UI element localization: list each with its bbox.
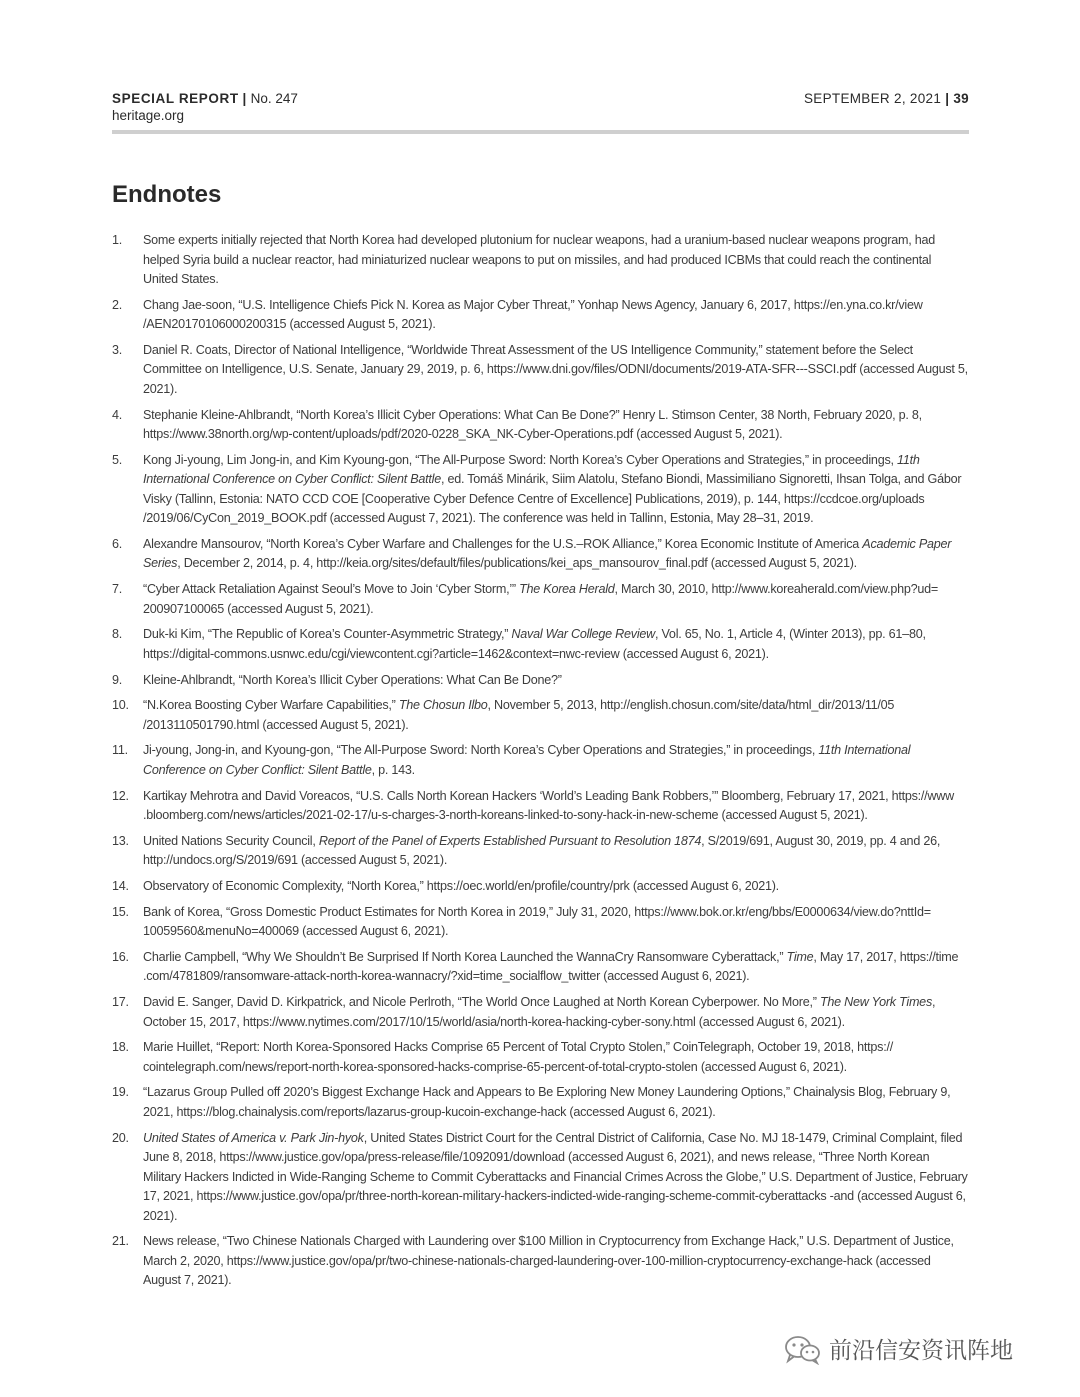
endnote-text-run: “Cyber Attack Retaliation Against Seoul’s Move to Join ‘Cyber Storm,’”: [143, 582, 520, 597]
endnote-italic-title: Naval War College Review: [511, 627, 655, 642]
endnote-item: [112, 741, 969, 780]
endnote-text: [143, 1129, 969, 1227]
endnote-text: [143, 993, 969, 1032]
endnote-text-run: Marie Huillet, “Report: North Korea-Sponsored Hacks Comprise 65 Percent of Total Crypto Stolen,” CoinTelegraph, October 19, 2018, https:// cointelegraph.com/news/report-north-korea-sponsored-hacks-comprise-65-percent-of-total-crypto-stolen (accessed August 6, 2021).: [143, 1040, 893, 1074]
header-left: [112, 90, 298, 124]
endnote-text-run: , S/2019/691, August 30, 2019, pp. 4 and 26, http://undocs.org/S/2019/691 (accessed August 5, 2021).: [143, 833, 941, 868]
endnote-text: [143, 741, 969, 780]
header-right: [804, 90, 969, 107]
endnote-item: [112, 671, 969, 691]
endnote-item: [112, 696, 969, 735]
endnote-number: 21.: [112, 1234, 129, 1249]
page-header: [112, 90, 969, 126]
endnote-italic-title: The Korea Herald: [519, 582, 615, 597]
endnote-text: [143, 696, 969, 735]
endnote-number: 14.: [112, 878, 129, 893]
endnote-number: 12.: [112, 788, 129, 803]
endnote-text-run: Some experts initially rejected that North Korea had developed plutonium for nuclear weapons, had a uranium-based nuclear weapons program, had helped Syria build a nuclear reactor, had miniaturized nuclear weapons to put on missiles, and had produced ICBMs that could reach the continental United States.: [143, 233, 935, 286]
endnote-item: [112, 832, 969, 871]
endnote-text-run: Ji-young, Jong-in, and Kyoung-gon, “The All-Purpose Sword: North Korea’s Cyber Operations and Strategies,” in proceedings,: [143, 743, 819, 758]
endnote-number: 8.: [112, 627, 123, 642]
endnote-text: [143, 787, 969, 826]
endnote-italic-title: 11th International Conference on Cyber Conflict: Silent Battle: [143, 452, 920, 487]
report-number: No. 247: [250, 91, 298, 106]
endnote-text: [143, 1038, 969, 1077]
endnote-text-run: Kong Ji-young, Lim Jong-in, and Kim Kyoung-gon, “The All-Purpose Sword: North Korea’s Cyber Operations and Strategies,” in proceedings,: [143, 452, 897, 467]
endnote-text: [143, 580, 969, 619]
endnote-text-run: News release, “Two Chinese Nationals Charged with Laundering over $100 Million in Cryptocurrency from Exchange Hack,” U.S. Department of Justice, March 2, 2020, https://www.justice.gov/opa/pr/two-chinese-nationals-charged-laundering-over-100-million-cryptocurrency-exchange-hack (accessed August 7, 2021).: [143, 1234, 954, 1288]
endnotes-list: [112, 231, 969, 1297]
report-label: SPECIAL REPORT: [112, 91, 239, 106]
endnote-text-run: Observatory of Economic Complexity, “North Korea,” https://oec.world/en/profile/country/prk (accessed August 6, 2021).: [143, 878, 779, 893]
endnote-number: 1.: [112, 233, 123, 247]
endnote-text: [143, 296, 969, 335]
endnote-text-run: Stephanie Kleine-Ahlbrandt, “North Korea’s Illicit Cyber Operations: What Can Be Done?” Henry L. Stimson Center, 38 North, February 2020, p. 8, https://www.38north.org/wp-content/uploads/pdf/2020-0228_SKA_NK-Cyber-Operations.pdf (accessed August 5, 2021).: [143, 407, 922, 442]
page-title: Endnotes: [112, 181, 222, 208]
endnote-item: [112, 341, 969, 400]
endnote-number: 7.: [112, 582, 123, 597]
endnote-text-run: United Nations Security Council,: [143, 833, 319, 848]
endnote-text: [143, 1232, 969, 1291]
endnote-italic-title: The New York Times: [819, 995, 932, 1009]
endnote-text-run: , October 15, 2017, https://www.nytimes.com/2017/10/15/world/asia/north-korea-hacking-cyber-sony.html (accessed August 6, 2021).: [143, 995, 936, 1029]
wechat-icon: [783, 1335, 821, 1365]
endnote-item: [112, 903, 969, 942]
endnote-text-run: , May 17, 2017, https://time .com/4781809/ransomware-attack-north-korea-wannacry/?xid=time_socialflow_twitter (accessed August 6, 2021).: [143, 949, 959, 984]
endnote-number: 15.: [112, 904, 129, 919]
endnote-text-run: “N.Korea Boosting Cyber Warfare Capabilities,”: [143, 698, 399, 713]
page-number: 39: [953, 91, 969, 106]
endnote-text-run: Daniel R. Coats, Director of National Intelligence, “Worldwide Threat Assessment of the US Intelligence Community,” statement before the Select Committee on Intelligence, U.S. Senate, January 29, 2019, p. 6, https://www.dni.gov/files/ODNI/documents/2019-ATA-SFR---SSCI.pdf (accessed August 5, 2021).: [143, 342, 968, 396]
endnote-item: [112, 1083, 969, 1122]
endnote-item: [112, 580, 969, 619]
endnote-number: 9.: [112, 672, 123, 687]
endnote-text: [143, 625, 969, 664]
endnote-text-run: Kartikay Mehrotra and David Voreacos, “U.S. Calls North Korean Hackers ‘World’s Leading Bank Robbers,’” Bloomberg, February 17, 2021, https://www .bloomberg.com/news/articles/2021-02-17/u-s-charges-3-north-koreans-linked-to-sony-hack-in-new-scheme (accessed August 5, 2021).: [143, 788, 954, 823]
endnote-italic-title: The Chosun Ilbo: [398, 698, 488, 713]
endnote-text-run: David E. Sanger, David D. Kirkpatrick, and Nicole Perlroth, “The World Once Laughed at North Korean Cyberpower. No More,”: [143, 995, 820, 1009]
endnote-item: [112, 296, 969, 335]
endnote-item: [112, 406, 969, 445]
separator: |: [945, 91, 950, 106]
endnote-number: 17.: [112, 995, 129, 1009]
endnote-text-run: , November 5, 2013, http://english.chosun.com/site/data/html_dir/2013/11/05 /2013110501790.html (accessed August 5, 2021).: [143, 698, 895, 732]
endnote-number: 10.: [112, 698, 129, 713]
endnote-text-run: Bank of Korea, “Gross Domestic Product Estimates for North Korea in 2019,” July 31, 2020, https://www.bok.or.kr/eng/bbs/E0000634/view.do?nttId= 10059560&menuNo=400069 (accessed August 6, 2021).: [143, 904, 931, 939]
endnote-text-run: , p. 143.: [371, 762, 415, 777]
endnote-italic-title: Academic Paper Series: [143, 536, 952, 571]
endnote-text: [143, 1083, 969, 1122]
endnote-italic-title: United States of America v. Park Jin-hyok: [143, 1130, 364, 1145]
report-line: [112, 90, 298, 107]
endnote-item: [112, 948, 969, 987]
endnote-text: [143, 671, 969, 691]
endnote-text-run: , March 30, 2010, http://www.koreaherald.com/view.php?ud= 200907100065 (accessed August 5, 2021).: [143, 582, 939, 616]
endnote-number: 2.: [112, 297, 123, 312]
endnote-text-run: Chang Jae-soon, “U.S. Intelligence Chiefs Pick N. Korea as Major Cyber Threat,” Yonhap News Agency, January 6, 2017, https://en.yna.co.kr/view /AEN20170106000200315 (accessed August 5, 2021).: [143, 297, 923, 332]
endnote-item: [112, 451, 969, 529]
endnote-number: 6.: [112, 536, 123, 551]
endnote-number: 13.: [112, 833, 129, 848]
report-date: SEPTEMBER 2, 2021: [804, 91, 942, 106]
endnote-text-run: , ed. Tomáš Minárik, Siim Alatolu, Stefano Biondi, Massimiliano Signoretti, Ihsan Tolga, and Gábor Visky (Tallinn, Estonia: NATO CCD COE [Cooperative Cyber Defence Centre of Excellence] Publications, 2019), p. 144, https://ccdcoe.org/uploads /2019/06/CyCon_2019_BOOK.pdf (accessed August 7, 2021). The conference was held in Tallinn, Estonia, May 28–31, 2019.: [143, 472, 962, 526]
endnote-text: [143, 231, 969, 290]
endnote-text: [143, 877, 969, 897]
endnote-number: 19.: [112, 1085, 129, 1100]
endnote-item: [112, 1129, 969, 1227]
endnote-italic-title: Report of the Panel of Experts Established Pursuant to Resolution 1874: [318, 833, 702, 848]
endnote-number: 4.: [112, 407, 123, 422]
site-link[interactable]: heritage.org: [112, 108, 185, 123]
separator: |: [242, 91, 247, 106]
endnote-number: 3.: [112, 342, 123, 357]
endnote-text-run: , United States District Court for the Central District of California, Case No. MJ 18-1479, Criminal Complaint, filed June 8, 2018, https://www.justice.gov/opa/press-release/file/1092091/download (accessed August 6, 2021), and news release, “Three North Korean Military Hackers Indicted in Wide-Ranging Scheme to Commit Cyberattacks and Financial Crimes Across the Globe,” U.S. Department of Justice, February 17, 2021, https://www.justice.gov/opa/pr/three-north-korean-military-hackers-indicted-wide-ranging-scheme-commit-cyberattacks -and (accessed August 6, 2021).: [143, 1130, 968, 1223]
endnote-text: [143, 451, 969, 529]
endnote-italic-title: Time: [786, 949, 814, 964]
endnote-number: 5.: [112, 452, 123, 467]
endnote-item: [112, 1038, 969, 1077]
watermark-text: 前沿信安资讯阵地: [829, 1337, 1013, 1363]
endnote-number: 16.: [112, 949, 129, 964]
endnote-text-run: “Lazarus Group Pulled off 2020’s Biggest Exchange Hack and Appears to Be Exploring New Money Laundering Options,” Chainalysis Blog, February 9, 2021, https://blog.chainalysis.com/reports/lazarus-group-kucoin-exchange-hack (accessed August 6, 2021).: [143, 1085, 951, 1119]
endnote-text-run: Kleine-Ahlbrandt, “North Korea’s Illicit Cyber Operations: What Can Be Done?”: [143, 672, 562, 687]
endnote-item: [112, 787, 969, 826]
endnote-text-run: Charlie Campbell, “Why We Shouldn’t Be Surprised If North Korea Launched the WannaCry Ransomware Cyberattack,”: [143, 949, 787, 964]
endnote-italic-title: 11th International Conference on Cyber Conflict: Silent Battle: [143, 743, 911, 777]
endnote-text: [143, 535, 969, 574]
endnote-text: [143, 341, 969, 400]
watermark: [783, 1334, 1013, 1366]
endnote-text: [143, 903, 969, 942]
endnote-text: [143, 832, 969, 871]
endnote-number: 11.: [112, 743, 128, 758]
endnote-item: [112, 993, 969, 1032]
endnote-text: [143, 948, 969, 987]
endnote-number: 20.: [112, 1130, 129, 1145]
endnote-item: [112, 231, 969, 290]
endnote-text: [143, 406, 969, 445]
endnote-number: 18.: [112, 1040, 129, 1055]
endnote-item: [112, 1232, 969, 1291]
endnote-item: [112, 625, 969, 664]
endnote-text-run: , December 2, 2014, p. 4, http://keia.org/sites/default/files/publications/kei_aps_mansourov_final.pdf (accessed August 5, 2021).: [177, 556, 857, 571]
header-rule: [112, 130, 969, 134]
endnote-item: [112, 535, 969, 574]
endnote-text-run: Alexandre Mansourov, “North Korea’s Cyber Warfare and Challenges for the U.S.–ROK Alliance,” Korea Economic Institute of America: [143, 536, 863, 551]
endnote-item: [112, 877, 969, 897]
endnote-text-run: Duk-ki Kim, “The Republic of Korea’s Counter-Asymmetric Strategy,”: [143, 627, 512, 642]
endnote-text-run: , Vol. 65, No. 1, Article 4, (Winter 2013), pp. 61–80, https://digital-commons.usnwc.edu/cgi/viewcontent.cgi?article=1462&context=nwc-review (accessed August 6, 2021).: [143, 627, 926, 661]
